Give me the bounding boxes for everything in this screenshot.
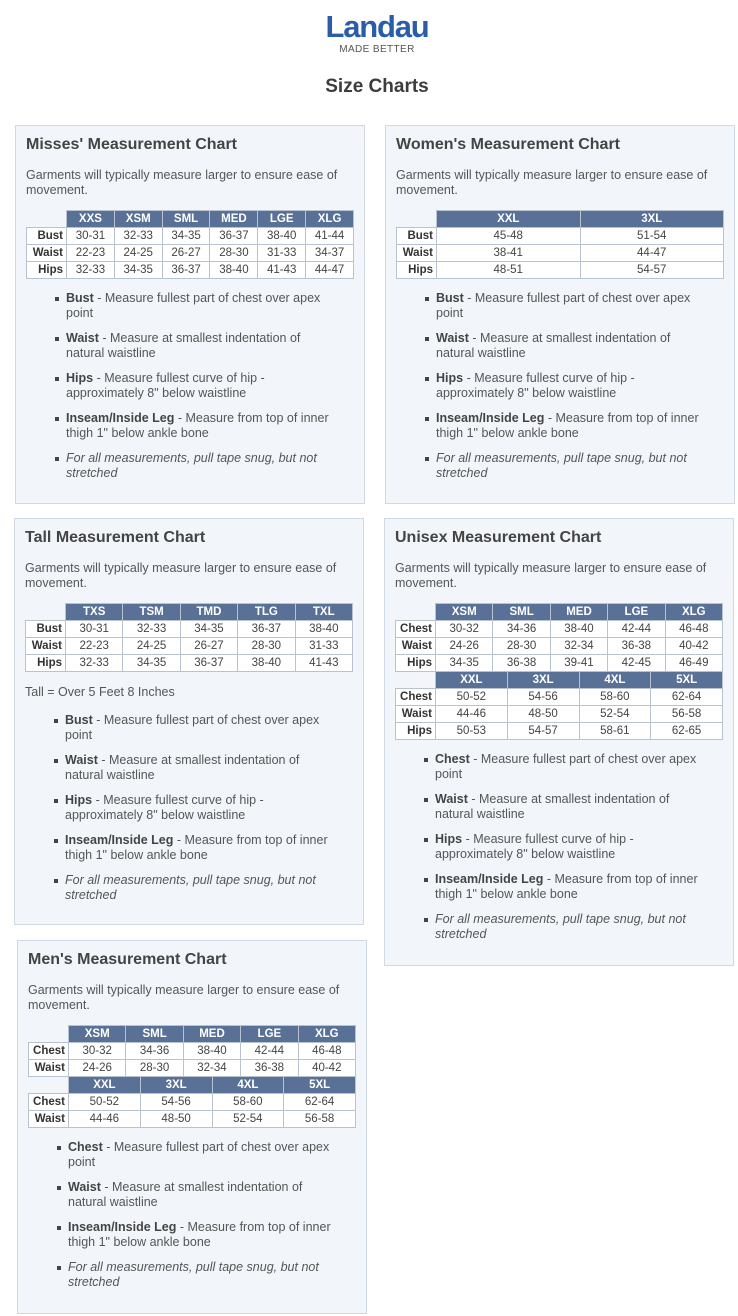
misses-size-table: [26, 210, 354, 279]
table-cell: 62-65: [651, 723, 723, 740]
size-header: TSM: [123, 604, 180, 621]
row-label: Waist: [396, 638, 436, 655]
note-term: Chest: [435, 752, 470, 766]
list-item: [68, 1260, 336, 1290]
table-cell: 36-37: [180, 655, 237, 672]
size-header: LGE: [241, 1026, 298, 1043]
note-text: - Measure fullest part of chest over apex point: [66, 291, 321, 320]
table-cell: 50-52: [69, 1094, 141, 1111]
list-item: [436, 291, 704, 321]
table-cell: 34-35: [162, 228, 210, 245]
table-cell: 32-34: [183, 1060, 240, 1077]
table-cell: 48-51: [437, 262, 581, 279]
row-label: Chest: [396, 621, 436, 638]
list-item: [66, 291, 334, 321]
table-cell: 56-58: [284, 1111, 356, 1128]
table-cell: 44-46: [69, 1111, 141, 1128]
table-cell: 36-38: [608, 638, 665, 655]
card-intro: Garments will typically measure larger to ensure ease of movement.: [396, 168, 708, 197]
table-cell: 31-33: [258, 245, 306, 262]
table-cell: 36-37: [238, 621, 295, 638]
table-cell: 44-47: [580, 245, 724, 262]
table-cell: 31-33: [295, 638, 352, 655]
table-cell: 38-40: [550, 621, 607, 638]
card-intro: Garments will typically measure larger to ensure ease of movement.: [395, 561, 707, 590]
table-cell: 54-56: [507, 689, 579, 706]
list-item: [435, 912, 703, 942]
measurement-notes: [26, 291, 334, 491]
table-cell: 34-35: [180, 621, 237, 638]
size-header: SML: [162, 211, 210, 228]
table-cell: 41-43: [295, 655, 352, 672]
table-cell: 36-38: [241, 1060, 298, 1077]
list-item: [66, 371, 334, 401]
note-term: Bust: [66, 291, 94, 305]
table-cell: 51-54: [580, 228, 724, 245]
table-header-row: [26, 604, 353, 621]
note-text: - Measure fullest curve of hip - approximately 8" below waistline: [66, 371, 265, 400]
table-cell: 34-36: [493, 621, 550, 638]
row-label: Bust: [397, 228, 437, 245]
note-term: Waist: [435, 792, 468, 806]
table-row: [396, 689, 723, 706]
misses-chart-card: [15, 125, 365, 504]
size-header: TLG: [238, 604, 295, 621]
note-term: Bust: [65, 713, 93, 727]
list-item: [68, 1220, 336, 1250]
table-cell: 32-33: [123, 621, 180, 638]
table-cell: 50-52: [436, 689, 508, 706]
list-item: [65, 793, 333, 823]
row-label: Hips: [26, 655, 66, 672]
note-text: - Measure at smallest indentation of natural waistline: [436, 331, 671, 360]
table-cell: 24-26: [69, 1060, 126, 1077]
size-header: 5XL: [651, 672, 723, 689]
table-header-row: [396, 604, 723, 621]
size-header: XLG: [665, 604, 722, 621]
note-term: Waist: [68, 1180, 101, 1194]
table-header-row: [396, 672, 723, 689]
note-term: Hips: [66, 371, 94, 385]
table-row: [396, 638, 723, 655]
table-cell: 32-33: [67, 262, 115, 279]
size-header: XLG: [298, 1026, 355, 1043]
unisex-size-table: [395, 603, 723, 672]
table-header-row: [29, 1077, 356, 1094]
table-row: [27, 245, 354, 262]
table-cell: 54-57: [507, 723, 579, 740]
card-intro: Garments will typically measure larger to ensure ease of movement.: [28, 983, 340, 1012]
note-term: Inseam/Inside Leg: [68, 1220, 177, 1234]
list-item: [68, 1180, 336, 1210]
row-label: Hips: [396, 655, 436, 672]
size-header: XLG: [306, 211, 354, 228]
tall-chart-card: [14, 518, 364, 925]
note-text: - Measure fullest part of chest over apex point: [436, 291, 691, 320]
table-cell: 30-31: [67, 228, 115, 245]
note-term: Waist: [66, 331, 99, 345]
table-row: [27, 228, 354, 245]
note-text: - Measure fullest part of chest over apex point: [68, 1140, 330, 1169]
table-cell: 38-40: [210, 262, 258, 279]
table-cell: 46-48: [298, 1043, 355, 1060]
table-cell: 45-48: [437, 228, 581, 245]
row-label: Waist: [26, 638, 66, 655]
table-cell: 30-31: [66, 621, 123, 638]
list-item: [65, 713, 333, 743]
table-row: [29, 1043, 356, 1060]
table-cell: 44-47: [306, 262, 354, 279]
table-cell: 28-30: [126, 1060, 183, 1077]
card-intro: Garments will typically measure larger to ensure ease of movement.: [26, 168, 338, 197]
note-text: - Measure fullest curve of hip - approximately 8" below waistline: [65, 793, 264, 822]
table-cell: 36-37: [210, 228, 258, 245]
card-title: Tall Measurement Chart: [25, 529, 206, 546]
list-item: [66, 331, 334, 361]
list-item: [435, 872, 703, 902]
table-row: [396, 621, 723, 638]
size-header: MED: [210, 211, 258, 228]
table-cell: 22-23: [67, 245, 115, 262]
row-label: Hips: [396, 723, 436, 740]
note-text: For all measurements, pull tape snug, but not stretched: [65, 873, 316, 902]
list-item: [66, 451, 334, 481]
table-cell: 36-38: [493, 655, 550, 672]
table-cell: 40-42: [298, 1060, 355, 1077]
men-chart-card: [17, 940, 367, 1314]
table-cell: 38-40: [295, 621, 352, 638]
table-cell: 58-60: [212, 1094, 284, 1111]
table-row: [27, 262, 354, 279]
table-cell: 46-49: [665, 655, 722, 672]
table-cell: 28-30: [238, 638, 295, 655]
measurement-notes: [25, 713, 333, 913]
brand-tagline: MADE BETTER: [339, 44, 415, 55]
table-cell: 62-64: [284, 1094, 356, 1111]
note-text: - Measure from top of inner thigh 1" below ankle bone: [68, 1220, 331, 1249]
size-header: XXL: [69, 1077, 141, 1094]
table-row: [397, 262, 724, 279]
men-size-table: [28, 1025, 356, 1077]
women-chart-card: [385, 125, 735, 504]
table-cell: 26-27: [180, 638, 237, 655]
list-item: [65, 753, 333, 783]
size-header: LGE: [258, 211, 306, 228]
table-cell: 38-41: [437, 245, 581, 262]
table-cell: 24-25: [123, 638, 180, 655]
card-intro: Garments will typically measure larger to ensure ease of movement.: [25, 561, 337, 590]
list-item: [436, 411, 704, 441]
table-cell: 34-36: [126, 1043, 183, 1060]
table-cell: 28-30: [493, 638, 550, 655]
table-cell: 52-54: [579, 706, 651, 723]
size-header: LGE: [608, 604, 665, 621]
card-title: Unisex Measurement Chart: [395, 529, 602, 546]
table-cell: 32-34: [550, 638, 607, 655]
table-cell: 52-54: [212, 1111, 284, 1128]
list-item: [65, 873, 333, 903]
table-row: [26, 621, 353, 638]
size-header: TXS: [66, 604, 123, 621]
table-cell: 30-32: [436, 621, 493, 638]
row-label: Hips: [27, 262, 67, 279]
note-term: Inseam/Inside Leg: [435, 872, 544, 886]
table-cell: 41-43: [258, 262, 306, 279]
row-label: Chest: [29, 1043, 69, 1060]
note-text: - Measure fullest curve of hip - approximately 8" below waistline: [435, 832, 634, 861]
note-text: For all measurements, pull tape snug, but not stretched: [435, 912, 686, 941]
table-cell: 26-27: [162, 245, 210, 262]
size-header: 3XL: [140, 1077, 212, 1094]
list-item: [436, 371, 704, 401]
table-cell: 22-23: [66, 638, 123, 655]
note-term: Waist: [436, 331, 469, 345]
list-item: [436, 331, 704, 361]
table-header-row: [397, 211, 724, 228]
note-text: - Measure at smallest indentation of natural waistline: [68, 1180, 303, 1209]
table-cell: 54-57: [580, 262, 724, 279]
table-row: [26, 638, 353, 655]
table-cell: 42-44: [241, 1043, 298, 1060]
table-row: [29, 1094, 356, 1111]
size-header: SML: [493, 604, 550, 621]
table-cell: 48-50: [140, 1111, 212, 1128]
note-text: - Measure from top of inner thigh 1" below ankle bone: [66, 411, 329, 440]
list-item: [435, 832, 703, 862]
table-row: [396, 655, 723, 672]
card-title: Men's Measurement Chart: [28, 951, 227, 968]
note-text: - Measure from top of inner thigh 1" below ankle bone: [435, 872, 698, 901]
table-row: [397, 245, 724, 262]
size-header: TXL: [295, 604, 352, 621]
note-text: - Measure from top of inner thigh 1" below ankle bone: [436, 411, 699, 440]
size-header: MED: [183, 1026, 240, 1043]
note-term: Inseam/Inside Leg: [65, 833, 174, 847]
table-cell: 40-42: [665, 638, 722, 655]
table-cell: 44-46: [436, 706, 508, 723]
women-size-table: [396, 210, 724, 279]
table-cell: 24-25: [114, 245, 162, 262]
table-header-row: [29, 1026, 356, 1043]
brand-logo: [0, 10, 738, 55]
note-term: Hips: [435, 832, 463, 846]
note-term: Hips: [436, 371, 464, 385]
table-cell: 28-30: [210, 245, 258, 262]
note-text: For all measurements, pull tape snug, but not stretched: [68, 1260, 319, 1289]
row-label: Bust: [27, 228, 67, 245]
row-label: Waist: [29, 1111, 69, 1128]
tall-size-table: [25, 603, 353, 672]
size-header: XSM: [114, 211, 162, 228]
size-header: XXL: [436, 672, 508, 689]
table-row: [396, 706, 723, 723]
table-row: [29, 1060, 356, 1077]
table-cell: 48-50: [507, 706, 579, 723]
size-header: XSM: [69, 1026, 126, 1043]
size-header: XXL: [437, 211, 581, 228]
note-term: Hips: [65, 793, 93, 807]
note-text: - Measure fullest part of chest over apex point: [65, 713, 320, 742]
measurement-notes: [395, 752, 703, 952]
list-item: [66, 411, 334, 441]
size-header: XSM: [436, 604, 493, 621]
size-header: SML: [126, 1026, 183, 1043]
size-header: 5XL: [284, 1077, 356, 1094]
table-row: [397, 228, 724, 245]
list-item: [435, 792, 703, 822]
note-text: - Measure from top of inner thigh 1" below ankle bone: [65, 833, 328, 862]
table-cell: 34-35: [123, 655, 180, 672]
size-header: MED: [550, 604, 607, 621]
table-cell: 54-56: [140, 1094, 212, 1111]
men-plus-size-table: [28, 1076, 356, 1128]
list-item: [68, 1140, 336, 1170]
brand-name: Landau: [325, 9, 429, 44]
table-cell: 42-45: [608, 655, 665, 672]
measurement-notes: [396, 291, 704, 491]
size-header: 3XL: [580, 211, 724, 228]
card-title: Women's Measurement Chart: [396, 136, 621, 153]
table-cell: 32-33: [114, 228, 162, 245]
row-label: Chest: [29, 1094, 69, 1111]
note-text: - Measure at smallest indentation of natural waistline: [66, 331, 301, 360]
table-cell: 30-32: [69, 1043, 126, 1060]
row-label: Waist: [397, 245, 437, 262]
table-row: [29, 1111, 356, 1128]
table-cell: 39-41: [550, 655, 607, 672]
note-term: Waist: [65, 753, 98, 767]
table-row: [26, 655, 353, 672]
table-cell: 38-40: [258, 228, 306, 245]
table-cell: 24-26: [436, 638, 493, 655]
note-text: - Measure at smallest indentation of natural waistline: [435, 792, 670, 821]
list-item: [436, 451, 704, 481]
note-text: For all measurements, pull tape snug, but not stretched: [66, 451, 317, 480]
table-cell: 32-33: [66, 655, 123, 672]
page-title: Size Charts: [325, 76, 429, 97]
note-term: Inseam/Inside Leg: [436, 411, 545, 425]
size-header: TMD: [180, 604, 237, 621]
table-cell: 34-35: [436, 655, 493, 672]
row-label: Waist: [27, 245, 67, 262]
table-cell: 41-44: [306, 228, 354, 245]
list-item: [435, 752, 703, 782]
note-text: For all measurements, pull tape snug, but not stretched: [436, 451, 687, 480]
row-label: Bust: [26, 621, 66, 638]
size-header: 4XL: [579, 672, 651, 689]
table-cell: 36-37: [162, 262, 210, 279]
size-header: 3XL: [507, 672, 579, 689]
measurement-notes: [28, 1140, 336, 1300]
table-cell: 50-53: [436, 723, 508, 740]
unisex-plus-size-table: [395, 671, 723, 740]
card-title: Misses' Measurement Chart: [26, 136, 237, 153]
table-cell: 38-40: [183, 1043, 240, 1060]
tall-height-note: Tall = Over 5 Feet 8 Inches: [25, 685, 175, 699]
size-header: 4XL: [212, 1077, 284, 1094]
table-row: [396, 723, 723, 740]
note-term: Chest: [68, 1140, 103, 1154]
note-text: - Measure at smallest indentation of natural waistline: [65, 753, 300, 782]
note-text: - Measure fullest curve of hip - approximately 8" below waistline: [436, 371, 635, 400]
note-term: Bust: [436, 291, 464, 305]
table-cell: 34-35: [114, 262, 162, 279]
unisex-chart-card: [384, 518, 734, 966]
table-cell: 62-64: [651, 689, 723, 706]
table-cell: 58-61: [579, 723, 651, 740]
row-label: Waist: [396, 706, 436, 723]
table-cell: 46-48: [665, 621, 722, 638]
row-label: Waist: [29, 1060, 69, 1077]
table-header-row: [27, 211, 354, 228]
table-cell: 42-44: [608, 621, 665, 638]
note-term: Inseam/Inside Leg: [66, 411, 175, 425]
list-item: [65, 833, 333, 863]
row-label: Hips: [397, 262, 437, 279]
table-cell: 58-60: [579, 689, 651, 706]
size-header: XXS: [67, 211, 115, 228]
table-cell: 56-58: [651, 706, 723, 723]
table-cell: 38-40: [238, 655, 295, 672]
note-text: - Measure fullest part of chest over apex point: [435, 752, 697, 781]
table-cell: 34-37: [306, 245, 354, 262]
row-label: Chest: [396, 689, 436, 706]
